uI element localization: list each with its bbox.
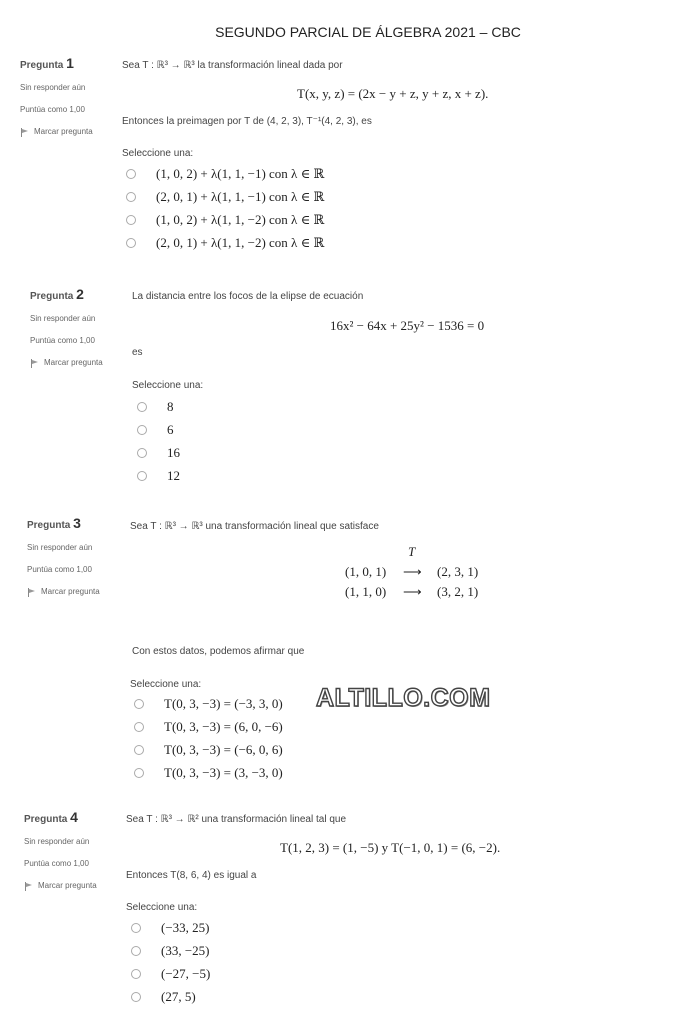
select-prompt: Seleccione una: [126, 902, 198, 913]
flag-icon [20, 128, 29, 137]
question-text: es [132, 347, 143, 358]
flag-icon [27, 588, 36, 597]
flag-label: Marcar pregunta [41, 587, 100, 596]
option[interactable] [134, 692, 283, 715]
question-intro: Sea T : ℝ³ → ℝ² una transformación lineal tal que [126, 814, 347, 825]
flag-question-button[interactable] [30, 358, 103, 368]
question-status: Sin responder aún [30, 314, 96, 323]
mapping-from: (1, 1, 0) [345, 584, 387, 599]
radio-button[interactable] [126, 169, 136, 179]
select-prompt: Seleccione una: [130, 679, 202, 690]
option-label: 8 [167, 398, 174, 414]
option-label: 6 [167, 421, 174, 437]
question-formula: T(x, y, z) = (2x − y + z, y + z, x + z). [297, 86, 489, 101]
radio-button[interactable] [134, 722, 144, 732]
question-prefix: Pregunta [27, 520, 71, 531]
flag-icon [30, 359, 39, 368]
option[interactable] [137, 395, 180, 418]
option-label: T(0, 3, −3) = (3, −3, 0) [164, 764, 283, 780]
question-text: Con estos datos, podemos afirmar que [132, 646, 305, 657]
option[interactable] [131, 939, 210, 962]
option[interactable] [137, 441, 180, 464]
select-prompt: Seleccione una: [132, 380, 204, 391]
option-label: T(0, 3, −3) = (6, 0, −6) [164, 718, 283, 734]
option-label: (27, 5) [161, 988, 196, 1004]
question-number: 1 [66, 55, 74, 71]
question-number: 4 [70, 809, 78, 825]
flag-label: Marcar pregunta [38, 881, 97, 890]
option-label: (1, 0, 2) + λ(1, 1, −1) con λ ∈ ℝ [156, 165, 325, 181]
option-label: (33, −25) [161, 942, 210, 958]
options-list [137, 395, 180, 487]
option[interactable] [126, 162, 324, 185]
question-text: Entonces la preimagen por T de (4, 2, 3), T⁻¹(4, 2, 3), es [122, 116, 372, 127]
radio-button[interactable] [134, 768, 144, 778]
question-label [27, 515, 100, 531]
question-label [24, 809, 97, 825]
question-info [27, 515, 100, 597]
option[interactable] [131, 985, 210, 1008]
option[interactable] [131, 916, 210, 939]
question-status: Sin responder aún [27, 543, 93, 552]
option-label: T(0, 3, −3) = (−3, 3, 0) [164, 695, 283, 711]
radio-button[interactable] [137, 471, 147, 481]
question-prefix: Pregunta [24, 814, 68, 825]
radio-button[interactable] [137, 425, 147, 435]
options-list [134, 692, 283, 784]
flag-label: Marcar pregunta [34, 127, 93, 136]
option[interactable] [137, 464, 180, 487]
option[interactable] [131, 962, 210, 985]
question-number: 2 [76, 286, 84, 302]
mapping-operator: T [408, 544, 416, 559]
options-list [131, 916, 210, 1008]
question-info [24, 809, 97, 891]
question-points: Puntúa como 1,00 [27, 565, 92, 574]
radio-button[interactable] [137, 448, 147, 458]
options-list [126, 162, 324, 254]
page-title: SEGUNDO PARCIAL DE ÁLGEBRA 2021 – CBC [215, 24, 521, 40]
watermark: ALTILLO.COM [316, 684, 491, 712]
question-formula: T(1, 2, 3) = (1, −5) y T(−1, 0, 1) = (6, −2). [280, 840, 501, 855]
option-label: 12 [167, 467, 180, 483]
option[interactable] [126, 231, 324, 254]
option-label: (−33, 25) [161, 919, 210, 935]
option[interactable] [134, 715, 283, 738]
mapping-to: (3, 2, 1) [437, 584, 479, 599]
option-label: T(0, 3, −3) = (−6, 0, 6) [164, 741, 283, 757]
question-prefix: Pregunta [20, 60, 64, 71]
question-formula: 16x² − 64x + 25y² − 1536 = 0 [330, 318, 485, 333]
option[interactable] [134, 738, 283, 761]
option-label: (2, 0, 1) + λ(1, 1, −1) con λ ∈ ℝ [156, 188, 325, 204]
question-text: Entonces T(8, 6, 4) es igual a [126, 870, 257, 881]
mapping-to: (2, 3, 1) [437, 564, 479, 579]
flag-question-button[interactable] [20, 127, 93, 137]
radio-button[interactable] [131, 946, 141, 956]
question-points: Puntúa como 1,00 [20, 105, 85, 114]
question-points: Puntúa como 1,00 [24, 859, 89, 868]
radio-button[interactable] [137, 402, 147, 412]
radio-button[interactable] [134, 699, 144, 709]
radio-button[interactable] [126, 215, 136, 225]
question-points: Puntúa como 1,00 [30, 336, 95, 345]
question-status: Sin responder aún [20, 83, 86, 92]
flag-question-button[interactable] [24, 881, 97, 891]
question-info [20, 55, 93, 137]
option-label: (1, 0, 2) + λ(1, 1, −2) con λ ∈ ℝ [156, 211, 325, 227]
radio-button[interactable] [131, 992, 141, 1002]
question-label [20, 55, 93, 71]
question-info [30, 286, 103, 368]
question-status: Sin responder aún [24, 837, 90, 846]
option-label: (2, 0, 1) + λ(1, 1, −2) con λ ∈ ℝ [156, 234, 325, 250]
question-intro: Sea T : ℝ³ → ℝ³ una transformación lineal que satisface [130, 521, 379, 532]
question-prefix: Pregunta [30, 291, 74, 302]
radio-button[interactable] [131, 969, 141, 979]
select-prompt: Seleccione una: [122, 148, 194, 159]
radio-button[interactable] [126, 238, 136, 248]
option-label: 16 [167, 444, 180, 460]
radio-button[interactable] [131, 923, 141, 933]
option-label: (−27, −5) [161, 965, 211, 981]
option[interactable] [126, 185, 324, 208]
flag-icon [24, 882, 33, 891]
flag-label: Marcar pregunta [44, 358, 103, 367]
radio-button[interactable] [134, 745, 144, 755]
question-label [30, 286, 103, 302]
option[interactable] [137, 418, 180, 441]
question-number: 3 [73, 515, 81, 531]
mapping-arrow: ⟶ [403, 564, 422, 579]
radio-button[interactable] [126, 192, 136, 202]
question-intro: Sea T : ℝ³ → ℝ³ la transformación lineal dada por [122, 60, 343, 71]
option[interactable] [134, 761, 283, 784]
mapping-arrow: ⟶ [403, 584, 422, 599]
question-intro: La distancia entre los focos de la elipse de ecuación [132, 291, 364, 302]
mapping-table [345, 544, 495, 604]
option[interactable] [126, 208, 324, 231]
mapping-from: (1, 0, 1) [345, 564, 387, 579]
flag-question-button[interactable] [27, 587, 100, 597]
